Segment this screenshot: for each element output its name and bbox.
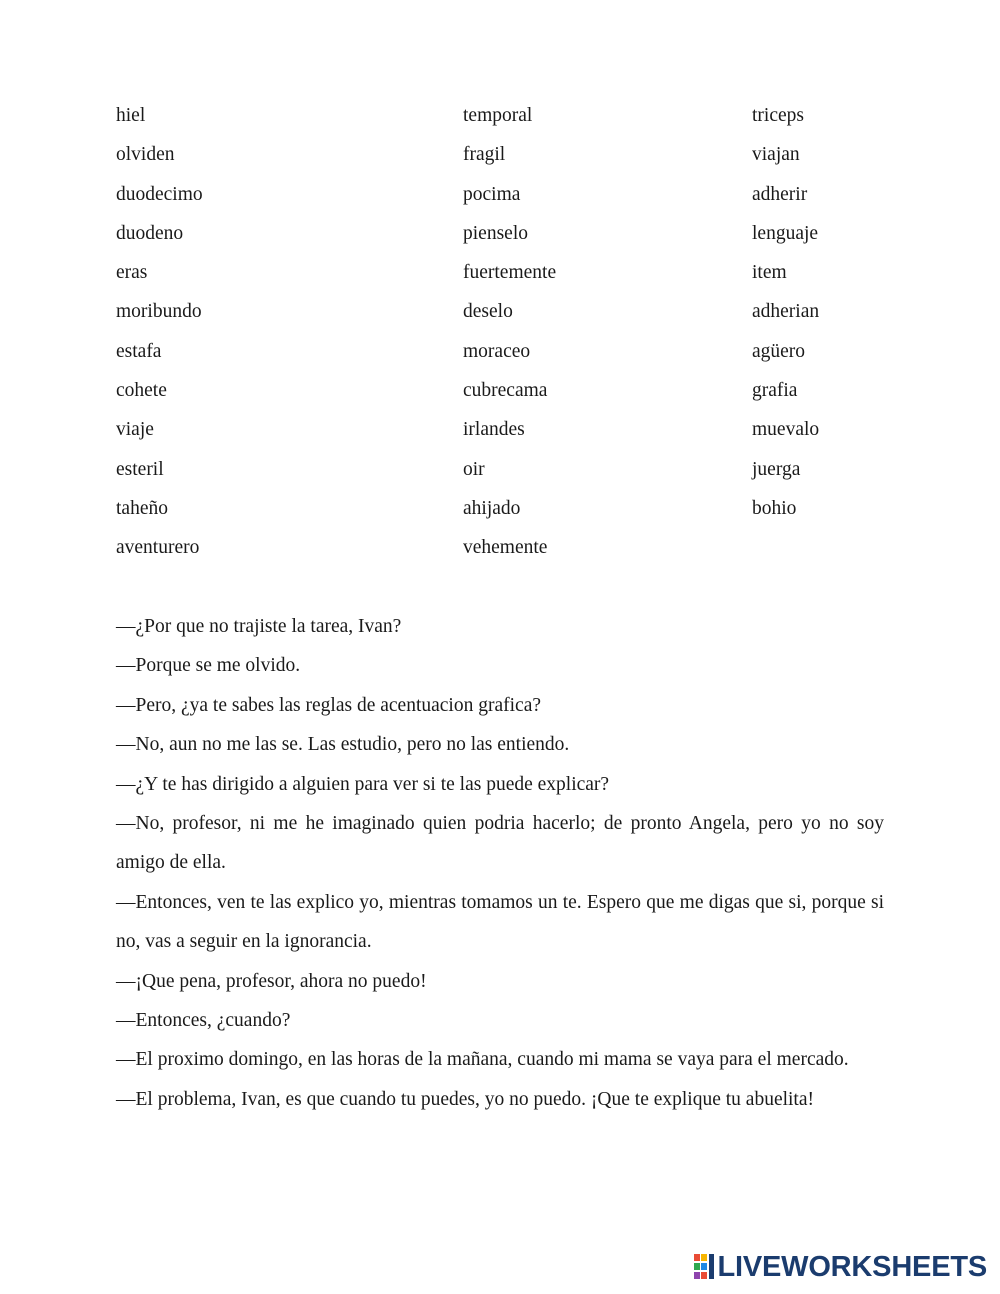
word-item: cubrecama — [463, 380, 548, 402]
dialogue-line: —Porque se me olvido. — [116, 655, 301, 677]
dialogue-line: —El problema, Ivan, es que cuando tu puedes, yo no puedo. ¡Que te explique tu abuelita! — [116, 1088, 815, 1110]
word-item: duodecimo — [116, 183, 203, 205]
word-item: estafa — [116, 340, 162, 362]
dialogue-line: —Entonces, ¿cuando? — [116, 1010, 291, 1032]
word-item: item — [752, 262, 787, 284]
dialogue-line: —Entonces, ven te las explico yo, mientras tomamos un te. Espero que me digas que si, porque si no, vas a seguir en la ignorancia. — [116, 891, 884, 953]
dialogue-line: —¿Por que no trajiste la tarea, Ivan? — [116, 616, 402, 637]
word-item: agüero — [752, 340, 806, 362]
word-item: eras — [116, 262, 148, 284]
liveworksheets-logo-icon — [694, 1254, 715, 1280]
word-item: oir — [463, 458, 485, 480]
dialogue-line: —¡Que pena, profesor, ahora no puedo! — [116, 970, 427, 992]
word-item: adherir — [752, 183, 808, 205]
word-item: muevalo — [752, 419, 820, 441]
word-item: viaje — [116, 419, 154, 441]
word-item: juerga — [752, 458, 801, 480]
word-column-2 — [463, 96, 556, 568]
word-item: olviden — [116, 144, 175, 166]
word-item: bohio — [752, 497, 797, 519]
word-item: lenguaje — [752, 222, 819, 244]
word-item: deselo — [463, 301, 513, 323]
dialogue-line: —Pero, ¿ya te sabes las reglas de acentuacion grafica? — [116, 694, 542, 716]
word-column-1 — [116, 96, 203, 568]
word-item: duodeno — [116, 222, 184, 244]
word-item: moraceo — [463, 340, 531, 362]
word-item: fuertemente — [463, 262, 557, 284]
word-item: viajan — [752, 144, 800, 166]
dialogue-line: —El proximo domingo, en las horas de la mañana, cuando mi mama se vaya para el mercado. — [116, 1049, 849, 1071]
word-item: irlandes — [463, 419, 525, 441]
word-item: grafia — [752, 380, 798, 402]
logo-text: LIVEWORKSHEETS — [717, 1251, 987, 1283]
dialogue-line: —No, profesor, ni me he imaginado quien podria hacerlo; de pronto Angela, pero yo no soy amigo de ella. — [116, 813, 884, 874]
dialogue-line: —No, aun no me las se. Las estudio, pero no las entiendo. — [116, 734, 570, 756]
word-item: pocima — [463, 183, 521, 205]
word-item: adherian — [752, 301, 820, 323]
word-item: fragil — [463, 144, 506, 166]
word-item: pienselo — [463, 222, 528, 244]
dialogue-text — [116, 607, 884, 1119]
liveworksheets-logo — [694, 1252, 988, 1282]
word-item: moribundo — [116, 301, 202, 323]
dialogue-line: —¿Y te has dirigido a alguien para ver si te las puede explicar? — [116, 773, 610, 795]
word-item: cohete — [116, 380, 167, 402]
word-item: hiel — [116, 105, 146, 126]
word-item: temporal — [463, 105, 533, 126]
word-item: vehemente — [463, 537, 548, 559]
word-item: taheño — [116, 497, 168, 519]
word-item: triceps — [752, 105, 804, 126]
word-item: ahijado — [463, 497, 521, 519]
word-item: esteril — [116, 458, 164, 480]
word-item: aventurero — [116, 537, 200, 559]
word-column-3 — [752, 96, 819, 528]
